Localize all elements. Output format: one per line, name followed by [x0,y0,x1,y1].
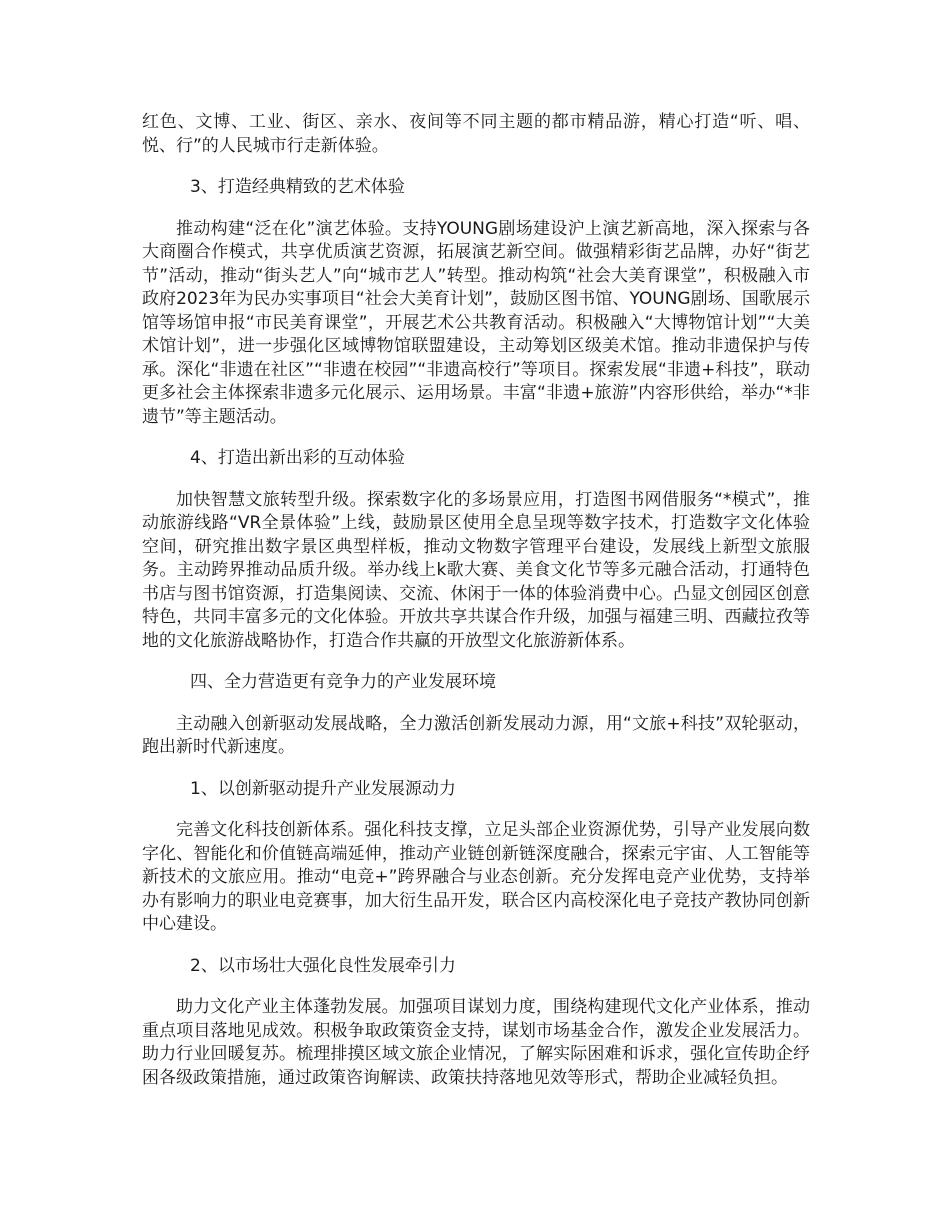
chapter-heading-industry-environment: 四、全力营造更有竞争力的产业发展环境 [190,672,496,692]
section-heading-market-growth: 2、以市场壮大强化良性发展牵引力 [190,955,456,976]
paragraph-art-experience: 推动构建“泛在化”演艺体验。支持YOUNG剧场建设沪上演艺新高地，深入探索与各大商圈合作模式，共享优质演艺资源，拓展演艺新空间。做强精彩街艺品牌，办好“街艺节”活动，推动“街头艺人”向“城市艺人”转型。推动构筑“社会大美育课堂”，积极融入市政府2023年为民办实事项目“社会大美育计划”，鼓励区图书馆、YOUNG剧场、国歌展示馆等场馆申报“市民美育课堂”，开展艺术公共教育活动。积极融入“大博物馆计划”“大美术馆计划”，进一步强化区域博物馆联盟建设，主动筹划区级美术馆。推动非遗保护与传承。深化“非遗在社区”“非遗在校园”“非遗高校行”等项目。探索发展“非遗+科技”，联动更多社会主体探索非遗多元化展示、运用场景。丰富“非遗+旅游”内容形供给，举办“*非遗节”等主题活动。 [142,218,810,427]
paragraph-continuation: 红色、文博、工业、街区、亲水、夜间等不同主题的都市精品游，精心打造“听、唱、悦、行”的人民城市行走新体验。 [142,112,810,156]
section-heading-innovation-drive: 1、以创新驱动提升产业发展源动力 [190,778,456,799]
paragraph-innovation-drive: 完善文化科技创新体系。强化科技支撑，立足头部企业资源优势，引导产业发展向数字化、智能化和价值链高端延伸，推动产业链创新链深度融合，探索元宇宙、人工智能等新技术的文旅应用。推动“电竞+”跨界融合与业态创新。充分发挥电竞产业优势，支持举办有影响力的职业电竞赛事，加大衍生品开发，联合区内高校深化电子竞技产教协同创新中心建设。 [142,820,810,934]
section-heading-interactive-experience: 4、打造出新出彩的互动体验 [190,448,405,468]
section-heading-art-experience: 3、打造经典精致的艺术体验 [190,177,405,197]
paragraph-market-growth: 助力文化产业主体蓬勃发展。加强项目谋划力度，围绕构建现代文化产业体系，推动重点项目落地见成效。积极争取政策资金支持，谋划市场基金合作，激发企业发展活力。助力行业回暖复苏。梳理排摸区域文旅企业情况，了解实际困难和诉求，强化宣传助企纾困各级政策措施，通过政策咨询解读、政策扶持落地见效等形式，帮助企业减轻负担。 [142,997,810,1088]
document-page [142,111,810,1108]
paragraph-industry-intro: 主动融入创新驱动发展战略，全力激活创新发展动力源，用“文旅+科技”双轮驱动，跑出新时代新速度。 [142,713,810,757]
paragraph-interactive-experience: 加快智慧文旅转型升级。探索数字化的多场景应用，打造图书网借服务“*模式”，推动旅游线路“VR全景体验”上线，鼓励景区使用全息呈现等数字技术，打造数字文化体验空间，研究推出数字景区典型样板，推动文物数字管理平台建设，发展线上新型文旅服务。主动跨界推动品质升级。举办线上k歌大赛、美食文化节等多元融合活动，打通特色书店与图书馆资源，打造集阅读、交流、休闲于一体的体验消费中心。凸显文创园区创意特色，共同丰富多元的文化体验。开放共享共谋合作升级，加强与福建三明、西藏拉孜等地的文化旅游战略协作，打造合作共赢的开放型文化旅游新体系。 [142,489,810,651]
